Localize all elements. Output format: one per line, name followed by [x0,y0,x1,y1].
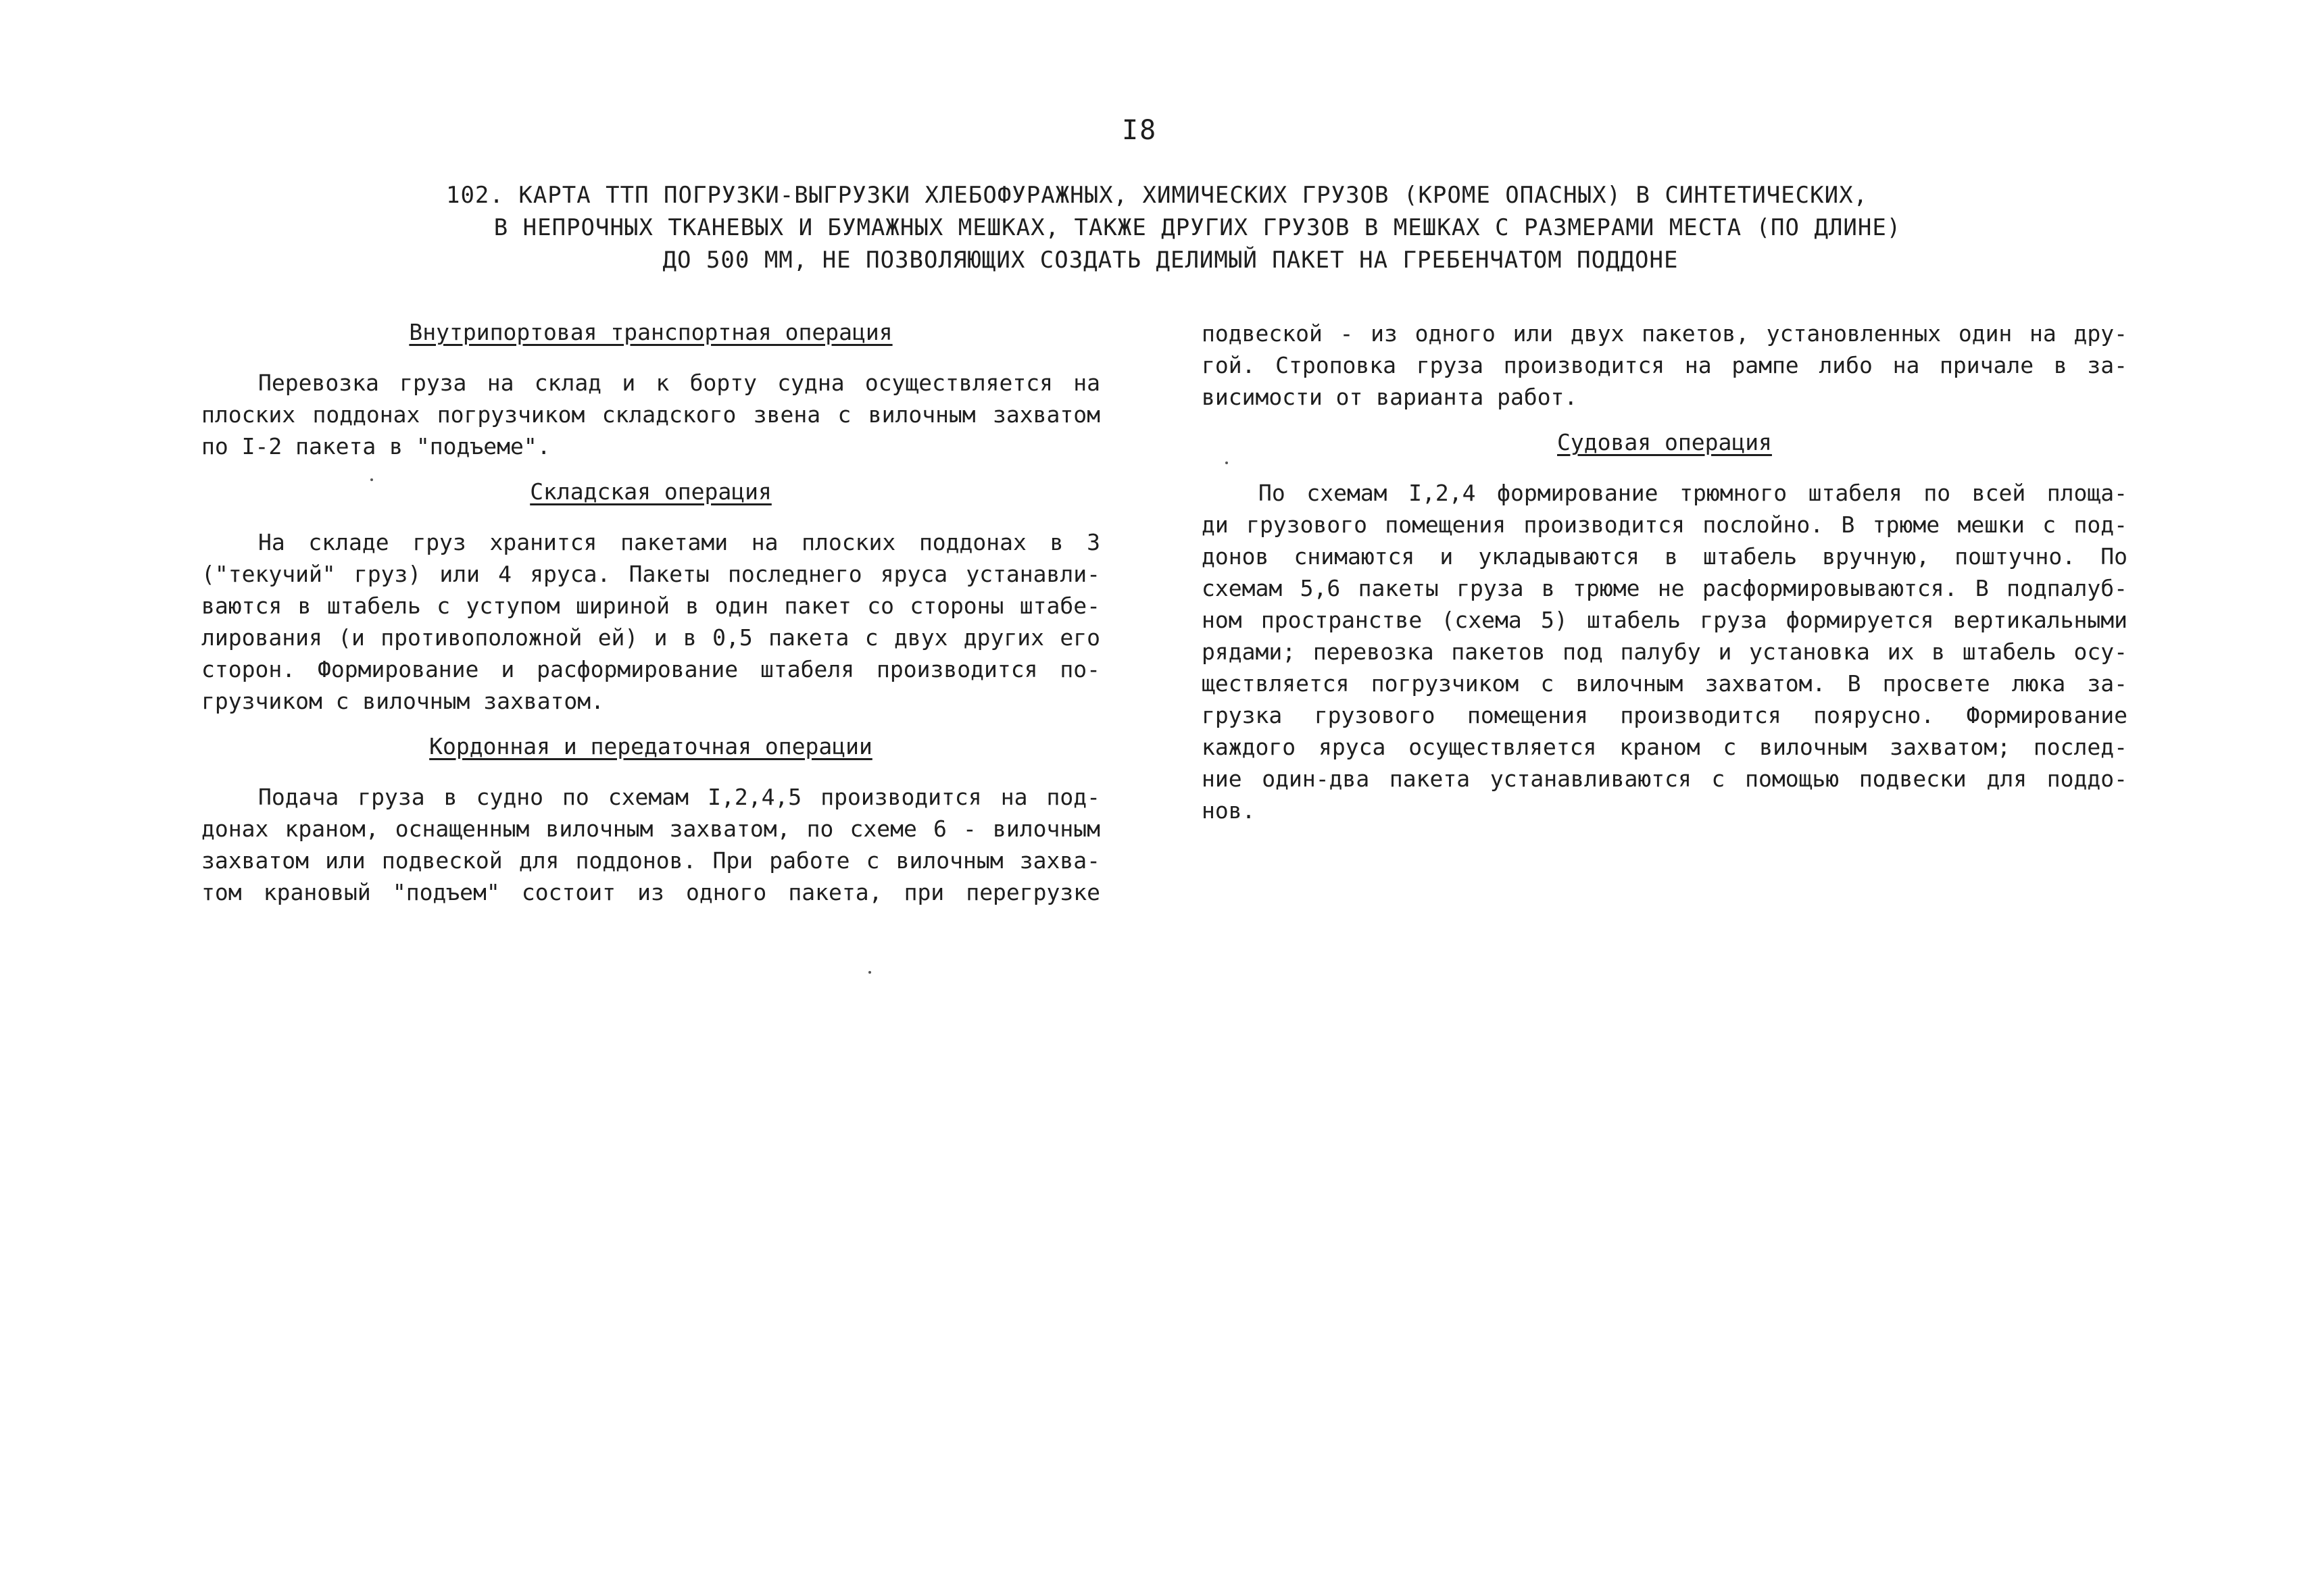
section-heading-cordon: Кордонная и передаточная операции [429,733,872,759]
title-line-3: ДО 500 ММ, НЕ ПОЗВОЛЯЮЩИХ СОЗДАТЬ ДЕЛИМЫЙ ПАКЕТ НА ГРЕБЕНЧАТОМ ПОДДОНЕ [662,247,1679,274]
text-line: По схемам I,2,4 формирование трюмного штабеля по всей площа- [1258,480,2127,506]
text-line: ди грузового помещения производится послойно. В трюме мешки с под- [1202,512,2127,538]
text-line: нов. [1202,797,1256,824]
scan-speck [370,478,373,481]
text-line: подвеской - из одного или двух пакетов, установленных один на дру- [1202,320,2127,347]
text-line: ном пространстве (схема 5) штабель груза формируется вертикальными [1202,607,2127,633]
paragraph-ship [1202,477,2127,826]
text-line: плоских поддонах погрузчиком складского звена с вилочным захватом [201,401,1100,428]
title-line-1: 102. КАРТА ТТП ПОГРУЗКИ-ВЫГРУЗКИ ХЛЕБОФУРАЖНЫХ, ХИМИЧЕСКИХ ГРУЗОВ (КРОМЕ ОПАСНЫХ) В СИНТЕТИЧЕСКИХ, [445,182,1869,209]
text-line: донов снимаются и укладываются в штабель вручную, поштучно. По [1202,543,2127,570]
text-line: На складе груз хранится пакетами на плоских поддонах в 3 [258,529,1100,555]
text-line: ваются в штабель с уступом шириной в один пакет со стороны штабе- [201,593,1100,619]
text-line: лирования (и противоположной ей) и в 0,5 пакета с двух других его [201,624,1100,651]
text-line: гой. Строповка груза производится на рампе либо на причале в за- [1202,352,2127,378]
paragraph-warehouse [201,526,1100,717]
text-line: ние один-два пакета устанавливаются с помощью подвески для поддо- [1202,766,2127,792]
paragraph-cordon [201,781,1100,908]
text-line: висимости от варианта работ. [1202,384,1578,410]
text-line: ("текучий" груз) или 4 яруса. Пакеты последнего яруса устанавли- [201,561,1100,587]
text-line: Перевозка груза на склад и к борту судна осуществляется на [258,370,1100,396]
section-heading-ship: Судовая операция [1557,429,1772,455]
text-line: грузка грузового помещения производится поярусно. Формирование [1202,702,2127,728]
page-number: I8 [1122,115,1158,146]
text-line: донах краном, оснащенным вилочным захватом, по схеме 6 - вилочным [201,816,1100,842]
text-line: Подача груза в судно по схемам I,2,4,5 производится на под- [258,784,1100,810]
section-heading-transport: Внутрипортовая транспортная операция [409,319,893,345]
text-line: захватом или подвеской для поддонов. При работе с вилочным захва- [201,847,1100,874]
left-column [201,304,1100,922]
text-line: схемам 5,6 пакеты груза в трюме не расформировываются. В подпалуб- [1202,575,2127,601]
text-line: рядами; перевозка пакетов под палубу и установка их в штабель осу- [1202,639,2127,665]
paragraph-continuation [1202,318,2127,413]
section-heading-warehouse: Складская операция [530,478,772,505]
text-line: по I-2 пакета в "подъеме". [201,433,551,459]
text-line: грузчиком с вилочным захватом. [201,688,605,714]
document-title [0,179,2314,276]
text-line: каждого яруса осуществляется краном с вилочным захватом; послед- [1202,734,2127,760]
scan-speck [1225,462,1228,464]
scan-speck [868,971,871,974]
text-line: сторон. Формирование и расформирование штабеля производится по- [201,656,1100,682]
right-column [1202,318,2127,840]
paragraph-transport [201,367,1100,462]
title-line-2: В НЕПРОЧНЫХ ТКАНЕВЫХ И БУМАЖНЫХ МЕШКАХ, ТАКЖЕ ДРУГИХ ГРУЗОВ В МЕШКАХ С РАЗМЕРАМИ МЕСТА (ПО ДЛИНЕ) [493,214,1902,241]
text-line: том крановый "подъем" состоит из одного пакета, при перегрузке [201,879,1100,905]
text-line: ществляется погрузчиком с вилочным захватом. В просвете люка за- [1202,670,2127,697]
